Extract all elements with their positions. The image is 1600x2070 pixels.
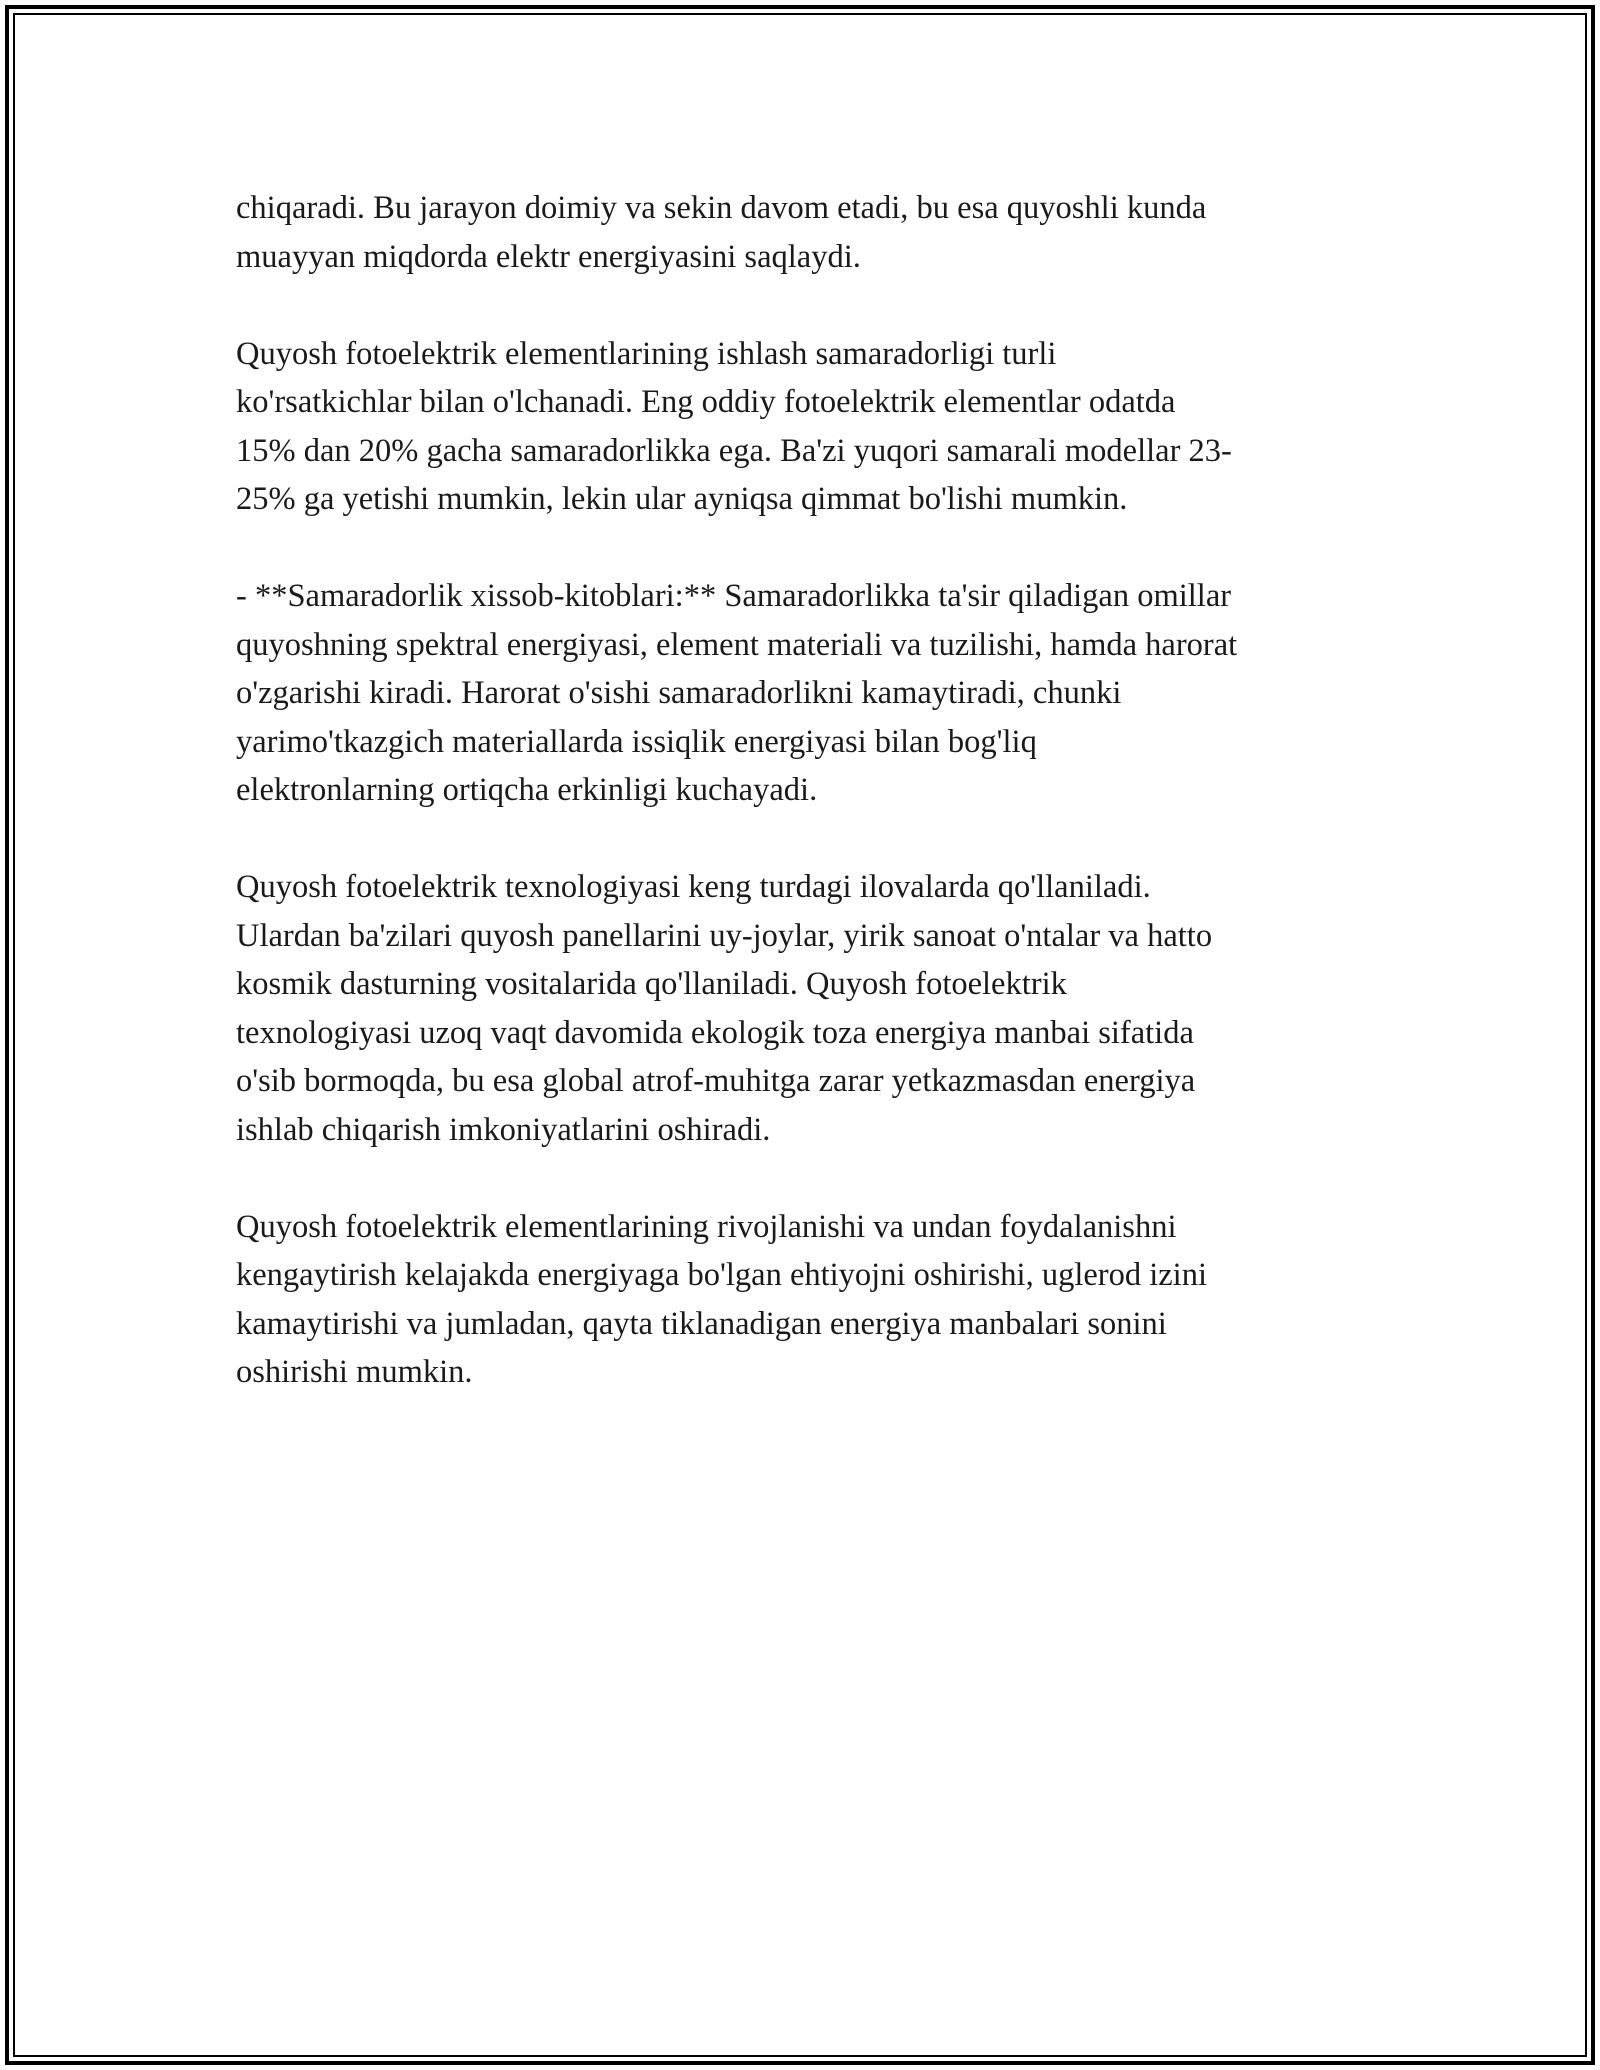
paragraph-applications: Quyosh fotoelektrik texnologiyasi keng turdagi ilovalarda qo'llaniladi. Ulardan ba'zilari quyosh panellarini uy-joylar, yirik sanoat o'ntalar va hatto kosmik dasturning vositalarida qo'llaniladi. Quyosh fotoelektrik texnologiyasi uzoq vaqt davomida ekologik toza energiya manbai sifatida o'sib bormoqda, bu esa global atrof-muhitga zarar yetkazmasdan energiya ishlab chiqarish imkoniyatlarini oshiradi. (236, 869, 1213, 1148)
paragraph-efficiency-factors: - **Samaradorlik xissob-kitoblari:** Samaradorlikka ta'sir qiladigan omillar quyoshning spektral energiyasi, element materiali va tuzilishi, hamda harorat o'zgarishi kiradi. Harorat o'sishi samaradorlikni kamaytiradi, chunki yarimo'tkazgich materiallarda issiqlik energiyasi bilan bog'liq elektronlarning ortiqcha erkinligi kuchayadi. (236, 578, 1238, 808)
document-body (236, 184, 1386, 1445)
paragraph-continuation: chiqaradi. Bu jarayon doimiy va sekin davom etadi, bu esa quyoshli kunda muayyan miqdorda elektr energiyasini saqlaydi. (236, 190, 1207, 275)
paragraph-efficiency: Quyosh fotoelektrik elementlarining ishlash samaradorligi turli ko'rsatkichlar bilan o'lchanadi. Eng oddiy fotoelektrik elementlar odatda 15% dan 20% gacha samaradorlikka ega. Ba'zi yuqori samarali modellar 23- 25% ga yetishi mumkin, lekin ular ayniqsa qimmat bo'lishi mumkin. (236, 335, 1232, 517)
paragraph-future: Quyosh fotoelektrik elementlarining rivojlanishi va undan foydalanishni kengaytirish kelajakda energiyaga bo'lgan ehtiyojni oshirishi, uglerod izini kamaytirishi va jumladan, qayta tiklanadigan energiya manbalari sonini oshirishi mumkin. (236, 1208, 1207, 1390)
